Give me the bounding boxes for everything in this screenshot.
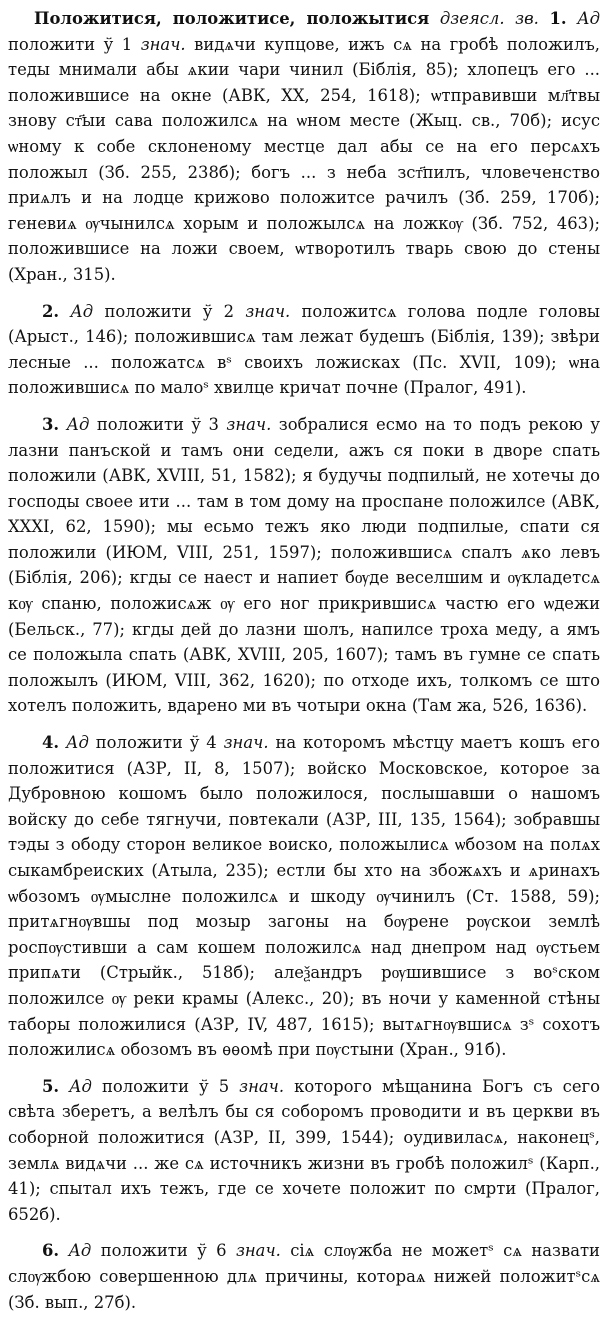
sense-citations: которого мѣщанина Богъ съ сего свѣта зберетъ, а велѣлъ бы ся соборомъ проводити и въ церкви въ соборной положитися (АЗР, II, 399, 1544); оудивиласѧ, наконецˢ, землѧ видѧчи ... же сѧ источникъ жизни въ гробѣ положилˢ (Карп., 41); спытал ихъ тежъ, где се хочете положит по смрти (Пралог, 652б). [8,1076,601,1224]
sense-number: 1. [549,9,567,28]
sense-number: 2. [42,301,60,321]
sense-citations: видѧчи купцове, ижъ сѧ на гробѣ положилъ, теды мнимали абы ѧкии чари чинил (Біблія, 85); хлопецъ его ... положившисе на окне (АВК, XX, 254, 1618); ѡтправивши мл҃твы знову ст҃ыи сава положилсѧ на ѡном месте (Жыц. св., 70б); исус ѡному к собе склоненому местце дал абы се на его персѧхъ положыл (Зб. 255, 238б); богъ ... з неба зст҃пилъ, чловеченство приѧлъ и на лодце крижово положитсе рачилъ (Зб. 259, 170б); геневиѧ ѹчынилсѧ хорым и положылсѧ на ложкѹ (Зб. 752, 463); положившисе на ложи своем, ѡтворотилъ тварь свою до стены (Хран., 315). [8,34,601,284]
sense-reference-abbr: знач. [140,34,186,54]
sense-reference-abbr: знач. [235,1241,281,1261]
dictionary-entry-sense-5 [8,1074,600,1228]
sense-ad-label: Ад [66,414,90,434]
sense-ad-label: Ад [68,1241,92,1261]
sense-number: 6. [42,1241,60,1261]
dictionary-entry-sense-3 [8,412,600,719]
dictionary-entry-sense-6 [8,1238,600,1315]
sense-reference: положити ў 1 [8,34,133,54]
dictionary-entry-sense-4 [8,730,600,1063]
sense-reference: положити ў 4 [95,733,217,753]
sense-reference: положити ў 6 [100,1241,227,1261]
dictionary-entry-sense-2 [8,299,600,401]
sense-reference: положити ў 5 [101,1076,230,1096]
sense-reference: положити ў 3 [96,414,219,434]
grammar-label: дзеясл. зв. [439,9,539,28]
sense-citations: зобралися есмо на то подъ рекою у лазни панъской и тамъ они седели, ажъ ся поки в дворе спать положили (АВК, XVIII, 51, 1582); я будучы подпилый, не хотечы до господы своее ити ... там в том дому на проспане положилсе (АВК, XXXI, 62, 1590); мы есьмо тежъ яко люди подпилые, спати ся положили (ИЮМ, VIII, 251, 1597); положившисѧ спалъ ѧко левъ (Біблія, 206); кгды се наест и напиет бѹде веселшим и ѹкладетсѧ кѹ спаню, положисѧж ѹ его ног прикрившисѧ частю его ѡдежи (Бельск., 77); кгды дей до лазни шолъ, напилсе троха меду, а ямъ се положыла спать (АВК, XVIII, 205, 1607); тамъ въ гумне се спать положылъ (ИЮМ, VIII, 362, 1620); по отходе ихъ, толкомъ се што хотелъ положить, вдарено ми въ чотыри окна (Там жа, 526, 1636). [8,414,601,716]
sense-number: 5. [42,1076,60,1096]
sense-ad-label: Ад [69,1076,92,1096]
sense-number: 3. [42,414,60,434]
sense-reference-abbr: знач. [226,414,272,434]
entry-headword: Положитися, положитисе, положытися [34,9,430,28]
sense-ad-label: Ад [577,9,601,28]
sense-reference-abbr: знач. [223,733,269,753]
sense-number: 4. [42,733,60,753]
sense-citations: на которомъ мѣстцу маетъ кошъ его положитися (АЗР, II, 8, 1507); войско Московское, которое за Дубровною кошомъ было положилося, послышавши о нашомъ войску до себе тягнучи, повтекали (АЗР, III, 135, 1564); зобравшы тэды з ободу сторон великое воиско, положылисѧ ѡбозом на полѧх сыкамбреиских (Атыла, 235); естли бы хто на збожѧхъ и ѧринахъ ѡбозомъ ѹмыслне положилсѧ и шкоду ѹчинилъ (Ст. 1588, 59); притѧгнѹвшы под мозыр загоны на бѹрене рѹскои землѣ роспѹстивши а сам кошем положилсѧ над днепром над ѹстьем припѧти (Стрыйк., 518б); алеѯандръ рѹшившисе з воˢском положилсе ѹ реки крамы (Алекс., 20); въ ночи у каменной стѣны таборы положилися (АЗР, IV, 487, 1615); вытѧгнѹвшисѧ зˢ сохотъ положилисѧ обозомъ въ ѳѳомѣ при пѹстыни (Хран., 91б). [8,733,600,1060]
sense-reference: положити ў 2 [104,301,235,321]
sense-ad-label: Ад [66,733,89,753]
sense-citations: положитсѧ голова подле головы (Арыст., 146); положившисѧ там лежат будешъ (Біблія, 139); звѣри лесные ... положатсѧ вˢ своихъ ложисках (Пс. XVII, 109); ѡна положившисѧ по малоˢ хвилце кричат почне (Пралог, 491). [8,301,600,398]
sense-citations: сіѧ слѹжба не можетˢ сѧ назвати слѹжбою совершенною длѧ причины, котораѧ нижей положитˢсѧ (Зб. вып., 27б). [8,1241,600,1312]
sense-reference-abbr: знач. [239,1076,285,1096]
dictionary-entry-sense-1 [8,6,600,288]
sense-reference-abbr: знач. [245,301,291,321]
sense-ad-label: Ад [70,301,94,321]
